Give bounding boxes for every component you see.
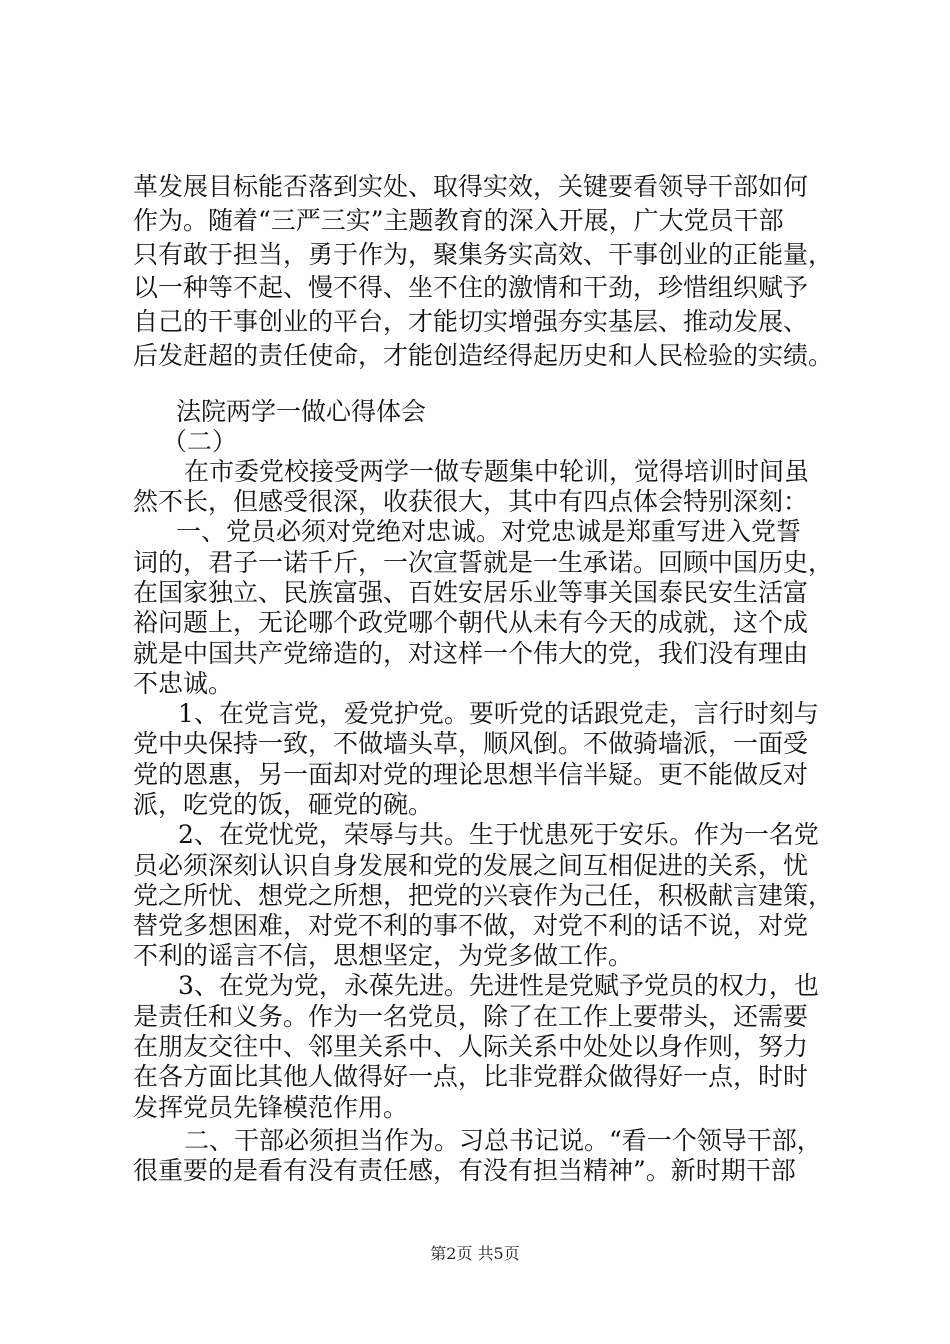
text-line: 在市委党校接受两学一做专题集中轮训，觉得培训时间虽 (184, 457, 810, 486)
text-line: 就是中国共产党缔造的，对这样一个伟大的党，我们没有理由 (133, 639, 809, 668)
text-line: 2、在党忧党，荣辱与共。生于忧患死于安乐。作为一名党 (178, 820, 819, 849)
text-line: 然不长，但感受很深，收获很大，其中有四点体会特别深刻： (133, 487, 809, 516)
section-subtitle: （二） (162, 427, 238, 456)
text-line: 不利的谣言不信，思想坚定，为党多做工作。 (133, 941, 634, 970)
text-line: 不忠诚。 (133, 669, 234, 698)
text-line: 词的，君子一诺千斤，一次宣誓就是一生承诺。回顾中国历史， (133, 548, 834, 577)
text-line: 作为。随着“三严三实”主题教育的深入开展，广大党员干部 (133, 206, 784, 235)
text-line: 以一种等不起、慢不得、坐不住的激情和干劲，珍惜组织赋予 (133, 273, 809, 302)
text-line: 派，吃党的饭，砸党的碗。 (133, 790, 434, 819)
text-line: 在国家独立、民族富强、百姓安居乐业等事关国泰民安生活富 (133, 578, 809, 607)
text-line: 革发展目标能否落到实处、取得实效，关键要看领导干部如何 (133, 172, 809, 201)
text-line: 后发赶超的责任使命，才能创造经得起历史和人民检验的实绩。 (133, 341, 834, 370)
text-line: 3、在党为党，永葆先进。先进性是党赋予党员的权力，也 (178, 971, 819, 1000)
text-line: 党之所忧、想党之所想，把党的兴衰作为己任，积极献言建策， (133, 881, 834, 910)
text-line: 员必须深刻认识自身发展和党的发展之间互相促进的关系，忧 (133, 851, 809, 880)
text-line: 一、党员必须对党绝对忠诚。对党忠诚是郑重写进入党誓 (176, 517, 802, 546)
section-title: 法院两学一做心得体会 (176, 397, 427, 426)
text-line: 自己的干事创业的平台，才能切实增强夯实基层、推动发展、 (133, 307, 809, 336)
text-line: 很重要的是看有没有责任感，有没有担当精神”。新时期干部 (133, 1156, 796, 1185)
text-line: 在各方面比其他人做得好一点，比非党群众做得好一点，时时 (133, 1062, 809, 1091)
text-line: 党中央保持一致，不做墙头草，顺风倒。不做骑墙派，一面受 (133, 729, 809, 758)
text-line: 发挥党员先锋模范作用。 (133, 1093, 409, 1122)
text-line: 在朋友交往中、邻里关系中、人际关系中处处以身作则，努力 (133, 1032, 809, 1061)
page-number: 第2页 共5页 (430, 1244, 520, 1263)
text-line: 裕问题上，无论哪个政党哪个朝代从未有今天的成就，这个成 (133, 608, 809, 637)
text-line: 1、在党言党，爱党护党。要听党的话跟党走，言行时刻与 (178, 699, 819, 728)
text-line: 替党多想困难，对党不利的事不做，对党不利的话不说，对党 (133, 911, 809, 940)
text-line: 是责任和义务。作为一名党员，除了在工作上要带头，还需要 (133, 1002, 809, 1031)
text-line: 党的恩惠，另一面却对党的理论思想半信半疑。更不能做反对 (133, 760, 809, 789)
text-line: 只有敢于担当，勇于作为，聚集务实高效、干事创业的正能量， (133, 240, 834, 269)
text-line: 二、干部必须担当作为。习总书记说。“看一个领导干部， (184, 1126, 822, 1155)
